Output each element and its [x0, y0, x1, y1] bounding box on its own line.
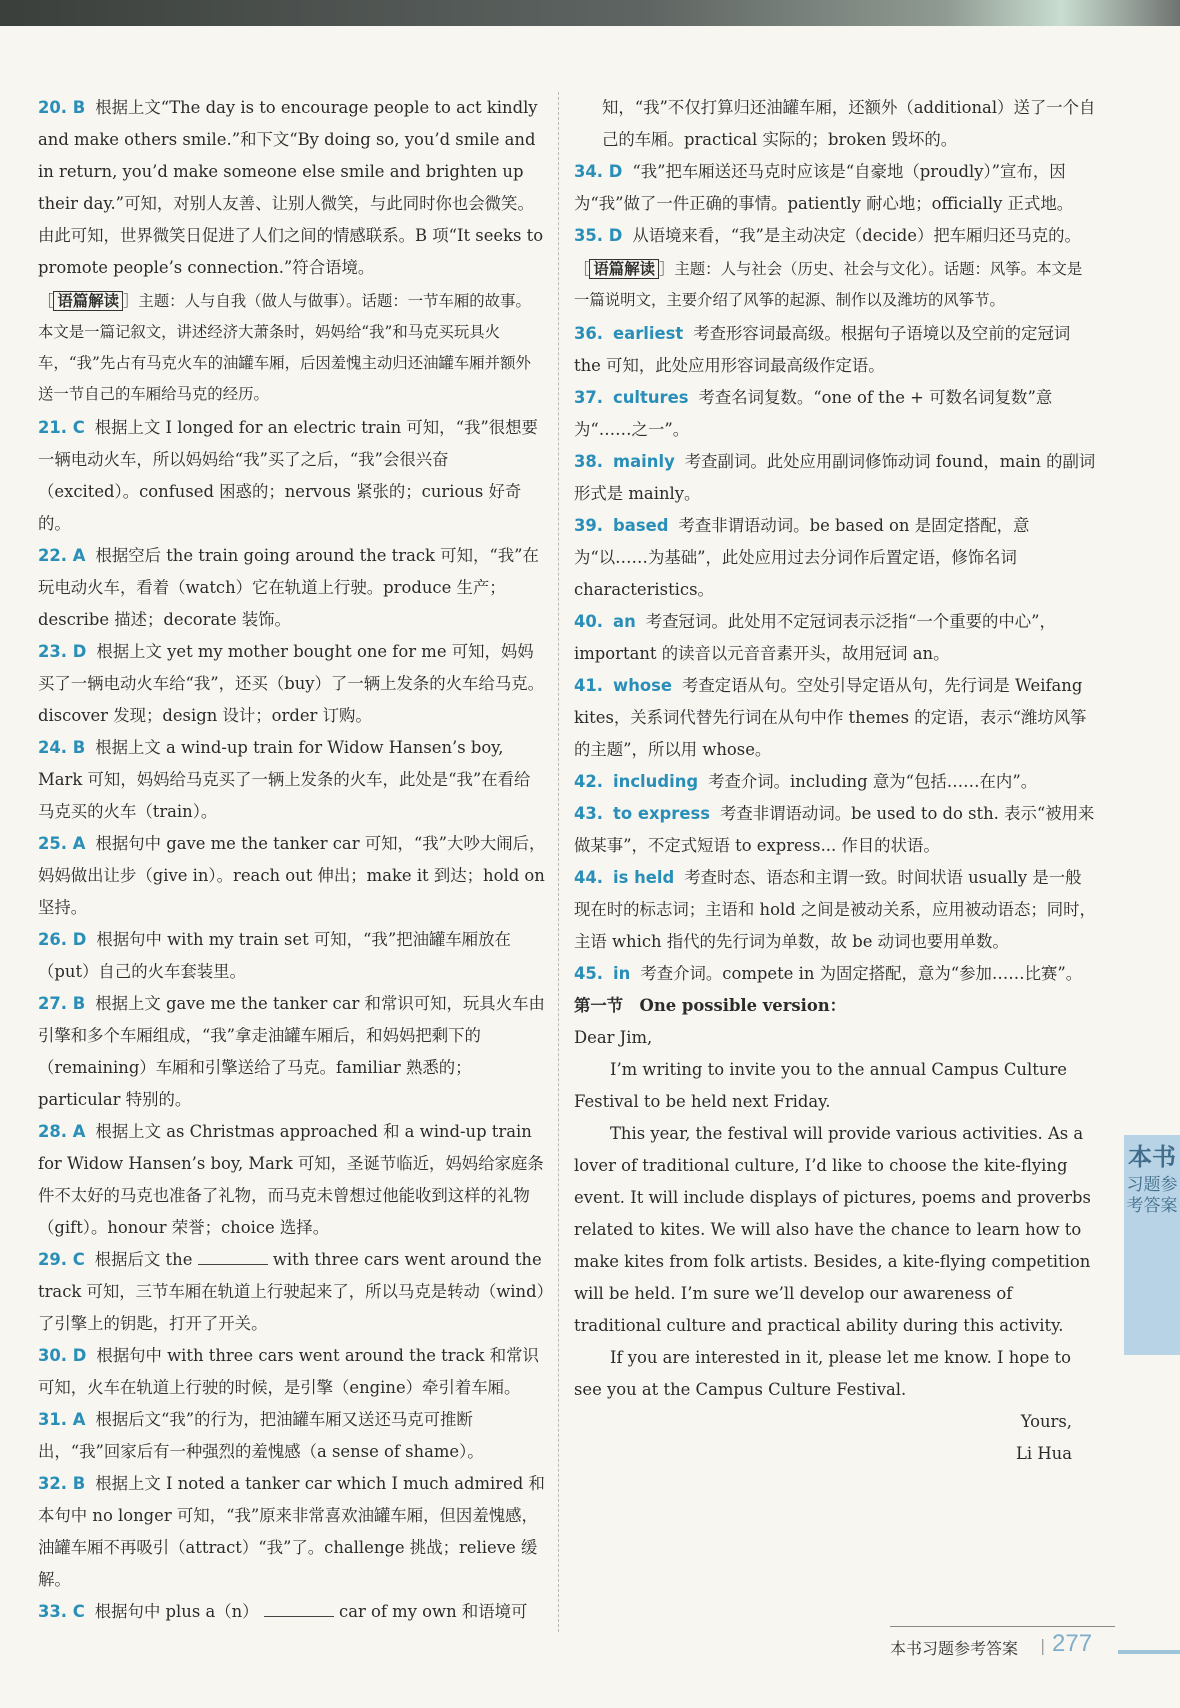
essay-heading: 第一节 One possible version： [574, 996, 847, 1015]
item-text-pre: 根据后文 the [94, 1250, 193, 1269]
item-text: 根据上文 I longed for an electric train 可知，“我”很想要一辆电动火车，所以妈妈给“我”买了之后，“我”会很兴奋（excited）。confused 困惑的；nervous 紧张的；curious 好奇的。 [38, 418, 538, 533]
item-number: 40. [574, 612, 604, 631]
answer-item [38, 732, 546, 828]
side-tab-subtitle: 习题参考答案 [1126, 1175, 1178, 1216]
answer-item [574, 670, 1096, 766]
page-number: 277 [1052, 1630, 1093, 1657]
passage-note: ［ 语篇解读 ］主题：人与社会（历史、社会与文化）。话题：风筝。本文是一篇说明文，主要介绍了风筝的起源、制作以及潍坊的风筝节。 [574, 260, 1083, 309]
item-text: 考查介词。including 意为“包括……在内”。 [708, 772, 1038, 791]
answer-item [574, 220, 1096, 252]
item-number: 28. A [38, 1122, 86, 1141]
item-number: 20. B [38, 98, 86, 117]
item-text: 从语境来看，“我”是主动决定（decide）把车厢归还马克的。 [632, 226, 1081, 245]
answer-blank [264, 1598, 334, 1617]
item-number: 42. [574, 772, 604, 791]
answer-word: to express [613, 804, 710, 823]
item-number: 43. [574, 804, 604, 823]
item-number: 34. D [574, 162, 623, 181]
item-number: 33. C [38, 1602, 85, 1621]
answer-item [38, 540, 546, 636]
answer-item [38, 1340, 546, 1404]
answer-word: based [613, 516, 669, 535]
answer-word: mainly [613, 452, 675, 471]
answer-item [574, 862, 1096, 958]
top-edge-band [0, 0, 1180, 26]
item-text: 考查副词。此处应用副词修饰动词 found，main 的副词形式是 mainly。 [574, 452, 1096, 503]
item-text: 根据句中 gave me the tanker car 可知，“我”大吵大闹后，妈妈做出让步（give in）。reach out 伸出；make it 到达；hold on 坚持。 [38, 834, 546, 917]
side-tab-title: 本书 [1128, 1143, 1176, 1171]
item-text: 考查时态、语态和主谓一致。时间状语 usually 是一般现在时的标志词；主语和 hold 之间是被动关系，应用被动语态；同时，主语 which 指代的先行词为单数，故 be 动词也要用单数。 [574, 868, 1096, 951]
essay-signature: Li Hua [1016, 1444, 1072, 1463]
answer-word: cultures [613, 388, 689, 407]
answer-item [574, 766, 1096, 798]
item-text-pre: 根据句中 plus a（n） [94, 1602, 259, 1621]
answer-item [574, 382, 1096, 446]
answer-item [38, 988, 546, 1116]
passage-text: 主题：人与自我（做人与做事）。话题：一节车厢的故事。本文是一篇记叙文，讲述经济大萧条时，妈妈给“我”和马克买玩具火车，“我”先占有马克火车的油罐车厢，后因羞愧主动归还油罐车厢并额外送一节自己的车厢给马克的经历。 [38, 292, 531, 403]
item-number: 26. D [38, 930, 87, 949]
answer-item [38, 92, 546, 284]
section-side-tab [1124, 1135, 1180, 1355]
item-text: 根据上文 as Christmas approached 和 a wind-up train for Widow Hansen’s boy, Mark 可知，圣诞节临近，妈妈给家庭条件不太好的马克也准备了礼物，而马克未曾想过他能收到这样的礼物（gift）。honour 荣誉；choice 选择。 [38, 1122, 544, 1237]
item-number: 37. [574, 388, 604, 407]
item-text: 考查介词。compete in 为固定搭配，意为“参加……比赛”。 [640, 964, 1083, 983]
item-number: 27. B [38, 994, 86, 1013]
item-text: 考查冠词。此处用不定冠词表示泛指“一个重要的中心”，important 的读音以元音音素开头，故用冠词 an。 [574, 612, 1056, 663]
answer-continuation [574, 92, 1096, 156]
item-text-post: car of my own 和语境可 [339, 1602, 528, 1621]
page-footer [890, 1628, 1180, 1668]
item-number: 35. D [574, 226, 623, 245]
item-number: 36. [574, 324, 604, 343]
item-number: 32. B [38, 1474, 86, 1493]
answer-item [574, 510, 1096, 606]
item-number: 31. A [38, 1410, 86, 1429]
item-text: 根据上文 a wind-up train for Widow Hansen’s boy, Mark 可知，妈妈给马克买了一辆上发条的火车，此处是“我”在看给马克买的火车（train）。 [38, 738, 531, 821]
passage-tag: 语篇解读 [53, 291, 123, 311]
item-number: 24. B [38, 738, 86, 757]
answer-item [38, 1404, 546, 1468]
footer-label: 本书习题参考答案 [890, 1639, 1019, 1658]
answer-word: earliest [613, 324, 684, 343]
item-number: 39. [574, 516, 604, 535]
item-number: 29. C [38, 1250, 85, 1269]
answer-word: in [613, 964, 631, 983]
item-text: 根据上文 gave me the tanker car 和常识可知，玩具火车由引擎和多个车厢组成，“我”拿走油罐车厢后，和妈妈把剩下的（remaining）车厢和引擎送给了马克。familiar 熟悉的；particular 特别的。 [38, 994, 545, 1109]
item-text-post: with three cars went around the track 可知，三节车厢在轨道上行驶起来了，所以马克是转动（wind）了引擎上的钥匙，打开了开关。 [38, 1250, 545, 1333]
item-number: 25. A [38, 834, 86, 853]
item-text: 考查定语从句。空处引导定语从句，先行词是 Weifang kites，关系词代替先行词在从句中作 themes 的定语，表示“潍坊风筝的主题”，所以用 whose。 [574, 676, 1087, 759]
essay-paragraph: This year, the festival will provide various activities. As a lover of traditional culture, I’d like to choose the kite-flying event. It will include displays of pictures, poems and proverbs related to kites. We will also have the chance to learn how to make kites from folk artists. Besides, a kite-flying competition will be held. I’m sure we’ll develop our awareness of traditional culture and practical ability during this activity. [574, 1124, 1091, 1335]
answer-blank [198, 1246, 268, 1265]
answer-item [574, 958, 1096, 990]
passage-text: 主题：人与社会（历史、社会与文化）。话题：风筝。本文是一篇说明文，主要介绍了风筝的起源、制作以及潍坊的风筝节。 [574, 260, 1083, 309]
passage-tag: 语篇解读 [589, 259, 659, 279]
answer-word: whose [613, 676, 672, 695]
item-text: 知，“我”不仅打算归还油罐车厢，还额外（additional）送了一个自己的车厢。practical 实际的；broken 毁坏的。 [602, 98, 1096, 149]
item-text: “我”把车厢送还马克时应该是“自豪地（proudly）”宣布，因为“我”做了一件正确的事情。patiently 耐心地；officially 正式地。 [574, 162, 1074, 213]
item-text: 考查非谓语动词。be used to do sth. 表示“被用来做某事”，不定式短语 to express... 作目的状语。 [574, 804, 1095, 855]
item-text: 考查形容词最高级。根据句子语境以及空前的定冠词 the 可知，此处应用形容词最高级作定语。 [574, 324, 1071, 375]
essay-paragraph: If you are interested in it, please let me know. I hope to see you at the Campus Culture Festival. [574, 1348, 1071, 1399]
item-number: 22. A [38, 546, 86, 565]
item-number: 21. C [38, 418, 85, 437]
essay-greeting: Dear Jim, [574, 1028, 653, 1047]
answer-item [38, 828, 546, 924]
item-number: 45. [574, 964, 604, 983]
item-text: 根据空后 the train going around the track 可知，“我”在玩电动火车，看着（watch）它在轨道上行驶。produce 生产；describe 描述；decorate 装饰。 [38, 546, 539, 629]
answer-item [574, 318, 1096, 382]
left-column [38, 92, 546, 1628]
answer-item [574, 798, 1096, 862]
item-text: 根据上文 yet my mother bought one for me 可知，妈妈买了一辆电动火车给“我”，还买（buy）了一辆上发条的火车给马克。discover 发现；design 设计；order 订购。 [38, 642, 545, 725]
footer-rule [890, 1626, 1115, 1627]
right-column [574, 92, 1096, 1470]
answer-item [574, 156, 1096, 220]
passage-note: ［ 语篇解读 ］主题：人与自我（做人与做事）。话题：一节车厢的故事。本文是一篇记叙文，讲述经济大萧条时，妈妈给“我”和马克买玩具火车，“我”先占有马克火车的油罐车厢，后因羞愧主动归还油罐车厢并额外送一节自己的车厢给马克的经历。 [38, 292, 531, 403]
answer-word: is held [613, 868, 675, 887]
answer-item [38, 412, 546, 540]
item-text: 根据句中 with three cars went around the track 和常识可知，火车在轨道上行驶的时候，是引擎（engine）牵引着车厢。 [38, 1346, 539, 1397]
item-number: 44. [574, 868, 604, 887]
model-essay [574, 990, 1096, 1470]
answer-word: an [613, 612, 636, 631]
column-divider [558, 92, 559, 1632]
answer-item [574, 446, 1096, 510]
item-text: 根据上文“The day is to encourage people to act kindly and make others smile.”和下文“By doing so, you’d smile and in return, you’d make someone else smile and brighten up their day.”可知，对别人友善、让别人微笑，与此同时你也会微笑。由此可知，世界微笑日促进了人们之间的情感联系。B 项“It seeks to promote people’s connection.”符合语境。 [38, 98, 544, 277]
item-number: 30. D [38, 1346, 87, 1365]
item-number: 38. [574, 452, 604, 471]
item-text: 考查非谓语动词。be based on 是固定搭配，意为“以……为基础”，此处应用过去分词作后置定语，修饰名词 characteristics。 [574, 516, 1030, 599]
essay-paragraph: I’m writing to invite you to the annual Campus Culture Festival to be held next Friday. [574, 1060, 1067, 1111]
essay-closing: Yours, [1020, 1412, 1072, 1431]
item-number: 23. D [38, 642, 87, 661]
item-text: 考查名词复数。“one of the + 可数名词复数”意为“……之一”。 [574, 388, 1053, 439]
item-text: 根据后文“我”的行为，把油罐车厢又送还马克可推断出，“我”回家后有一种强烈的羞愧感（a sense of shame）。 [38, 1410, 484, 1461]
item-text: 根据句中 with my train set 可知，“我”把油罐车厢放在（put）自己的火车套装里。 [38, 930, 511, 981]
footer-accent-bar [1118, 1650, 1180, 1654]
footer-separator: | [1040, 1636, 1046, 1655]
answer-item [38, 1116, 546, 1244]
answer-item [38, 1468, 546, 1596]
answer-word: including [613, 772, 699, 791]
answer-item [38, 924, 546, 988]
answer-item [574, 606, 1096, 670]
answer-item [38, 1596, 546, 1628]
answer-item [38, 636, 546, 732]
item-text: 根据上文 I noted a tanker car which I much admired 和本句中 no longer 可知，“我”原来非常喜欢油罐车厢，但因羞愧感，油罐车厢不再吸引（attract）“我”了。challenge 挑战；relieve 缓解。 [38, 1474, 545, 1589]
item-number: 41. [574, 676, 604, 695]
answer-item [38, 1244, 546, 1340]
